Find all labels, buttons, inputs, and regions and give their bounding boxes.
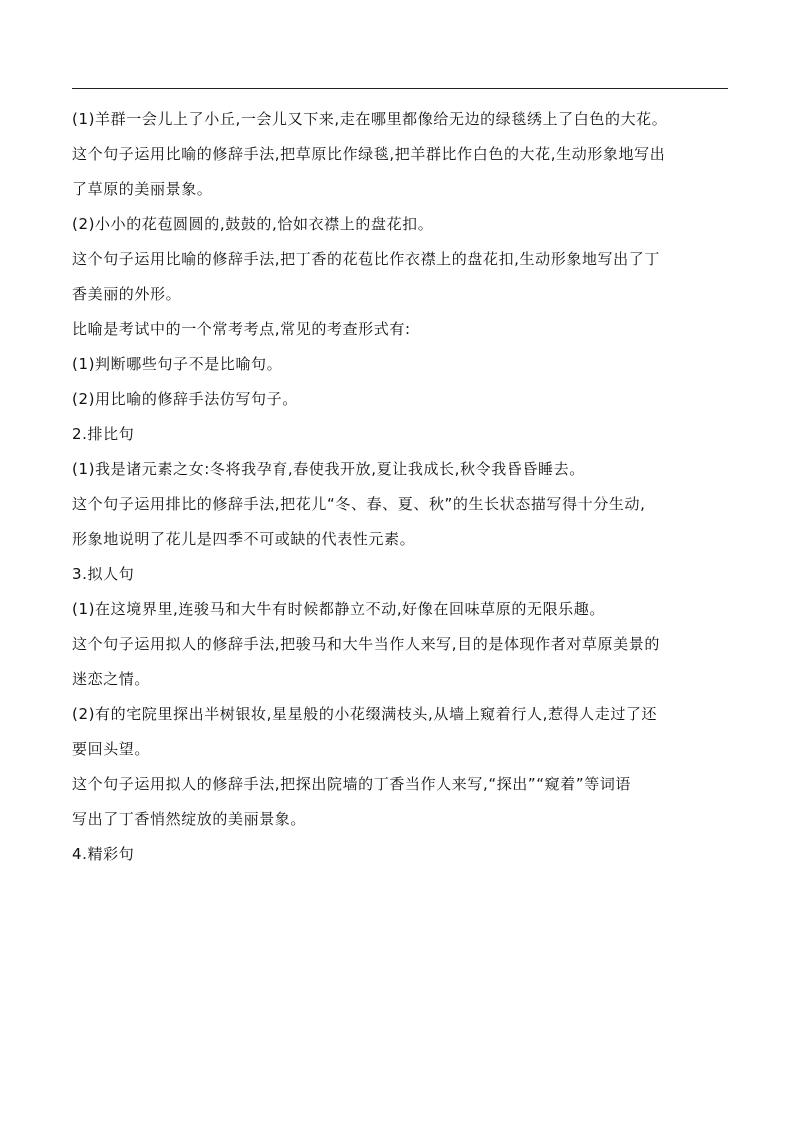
text-line: (2)有的宅院里探出半树银妆,星星般的小花缀满枝头,从墙上窥着行人,惹得人走过了还	[72, 705, 658, 723]
text-line: 这个句子运用比喻的修辞手法,把草原比作绿毯,把羊群比作白色的大花,生动形象地写出	[72, 145, 666, 163]
header-rule	[72, 88, 728, 89]
text-line: 比喻是考试中的一个常考考点,常见的考查形式有:	[72, 320, 411, 338]
text-line: (1)羊群一会儿上了小丘,一会儿又下来,走在哪里都像给无边的绿毯绣上了白色的大花。	[72, 110, 668, 128]
text-line: 写出了丁香悄然绽放的美丽景象。	[72, 810, 307, 828]
text-line: 迷恋之情。	[72, 670, 151, 688]
text-line: (2)用比喻的修辞手法仿写句子。	[72, 390, 298, 408]
text-line: 要回头望。	[72, 740, 151, 758]
text-line: (1)判断哪些句子不是比喻句。	[72, 355, 283, 373]
text-line: 了草原的美丽景象。	[72, 180, 213, 198]
section-heading: 2.排比句	[72, 425, 135, 443]
text-line: (1)在这境界里,连骏马和大牛有时候都静立不动,好像在回味草原的无限乐趣。	[72, 600, 605, 618]
document-body	[72, 102, 732, 872]
text-line: 这个句子运用排比的修辞手法,把花儿“冬、春、夏、秋”的生长状态描写得十分生动,	[72, 495, 646, 513]
text-line: 形象地说明了花儿是四季不可或缺的代表性元素。	[72, 530, 416, 548]
section-heading: 3.拟人句	[72, 565, 135, 583]
text-line: 这个句子运用拟人的修辞手法,把探出院墙的丁香当作人来写,“探出”“窥着”等词语	[72, 775, 632, 793]
text-line: (2)小小的花苞圆圆的,鼓鼓的,恰如衣襟上的盘花扣。	[72, 215, 434, 233]
section-heading: 4.精彩句	[72, 845, 135, 863]
text-line: 这个句子运用比喻的修辞手法,把丁香的花苞比作衣襟上的盘花扣,生动形象地写出了丁	[72, 250, 660, 268]
text-line: 这个句子运用拟人的修辞手法,把骏马和大牛当作人来写,目的是体现作者对草原美景的	[72, 635, 660, 653]
text-line: 香美丽的外形。	[72, 285, 182, 303]
text-line: (1)我是诸元素之女:冬将我孕育,春使我开放,夏让我成长,秋令我昏昏睡去。	[72, 460, 585, 478]
